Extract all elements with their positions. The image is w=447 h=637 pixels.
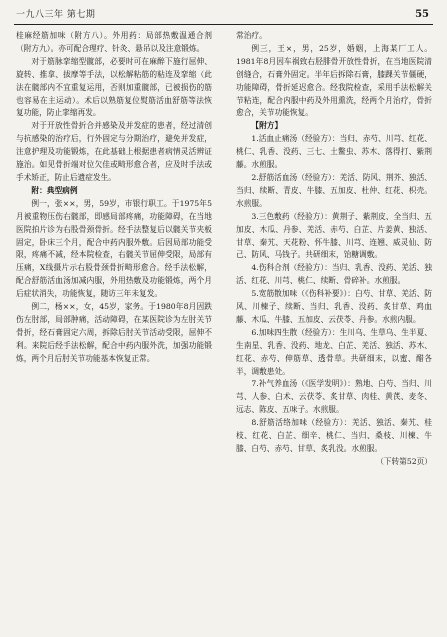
right-paragraph: 例三，王×，男，25岁，婚姻，上海某厂工人。1981年8月因车祸致右胫腓骨开放性骨折，在当地医院清创缝合，石膏外固定。半年后拆除石膏，膝踝关节僵硬，功能障碍，骨折延迟愈合。经我院检查，采用手法松解关节粘连，配合内服中药及外用熏洗，经两个月治疗，骨折愈合，关节功能恢复。: [236, 43, 432, 118]
right-paragraph: 常治疗。: [236, 31, 267, 40]
page-header: [14, 6, 433, 25]
right-paragraph: 2.舒筋活血汤（经验方）：羌活、防风、荆芥、独活、当归、续断、青皮、牛膝、五加皮、杜仲、红花、枳壳。水煎服。: [236, 172, 432, 208]
right-paragraph: 3.三色敷药（经验方）：黄荆子、紫荆皮、全当归、五加皮、木瓜、丹参、羌活、赤芍、白芷、片姜黄、独活、甘草、秦艽、天花粉、怀牛膝、川芎、连翘、威灵仙、防己、防风、马钱子。共研细末，饴糖调敷。: [236, 211, 432, 260]
right-paragraph: 1.活血止痛汤（经验方）：当归、赤芍、川芎、红花、桃仁、乳香、没药、三七、土鳖虫、苏木、落得打、紫荆藤。水煎服。: [236, 134, 432, 170]
left-paragraph: 附：典型病例: [31, 185, 78, 195]
right-paragraph: 4.伤科合剂（经验方）：当归、乳香、没药、羌活、独活、红花、川芎、桃仁、续断、骨碎补。水煎服。: [236, 263, 432, 286]
right-paragraph: 【附方】: [251, 121, 283, 131]
journal-issue: 一九八三年 第七期: [16, 10, 96, 20]
left-paragraph: 对于筋脉挛缩型髋部，必要时可在麻醉下施行屈伸、旋转、推拿、拔摩等手法，以松解粘筋的粘连及挛缩（此法在髋部内不宜重复运用，否则加重髋部，已被损伤的筋也容易在主运动）。术后以熟筋复位熨筋活血舒筋等法恢复功能，防止挛缩再发。: [16, 56, 212, 118]
right-paragraph: 6.加味四生散（经验方）：生川乌、生草乌、生半夏、生南星、乳香、没药、地龙、白芷、羌活、独活、苏木、红花、赤芍、伸筋草、透骨草。共研细末，以蜜、醋各半，调敷患处。: [236, 327, 432, 376]
left-paragraph: 对于开放性骨折合并感染及并发症的患者，经过清创与抗感染的治疗后，行外固定与分期治疗，避免并发症，注意护理及功能锻炼，在此基础上根据患者病情灵活辨证施治。如见骨折端对位欠佳或畸形愈合者，应及时手法或手术矫正，防止后遗症发生。: [16, 121, 212, 182]
right-column: [236, 30, 432, 628]
left-paragraph: 桂麻经筋加味（附方八）。外用药：局部热敷温通合剂（附方九）。亦可配合理疗、针灸、悬吊以及注意锻炼。: [16, 31, 212, 53]
right-paragraph: 8.舒筋活络加味（经验方）：羌活、独活、秦艽、桂枝、红花、白芷、细辛、桃仁、当归、桑枝、川楝、牛膝、白芍、赤芍、甘草、炙乳没。水煎服。: [236, 418, 432, 453]
right-paragraph: 7.补气养血汤（《医学发明》）：熟地、白芍、当归、川芎、人参、白术、云茯苓、炙甘草、肉桂、黄芪、麦冬、远志、陈皮、五味子。水煎服。: [236, 379, 432, 415]
left-paragraph: 例一，张××，男，59岁，市银行职工。于1975年5月被重物压伤右髋部，即感局部疼痛，功能障碍，在当地医院拍片诊为右股骨颈骨折。经手法整复后以髋关节夹板固定，卧床三个月，配合中药内服外敷。后因局部功能受限，疼痛不减，经本院检查，右髋关节屈伸受限，局部有压痛，X线摄片示右股骨颈骨折畸形愈合。经手法松解，配合舒筋活血汤加减内服，外用热敷及功能锻炼，两个月后症状消失，功能恢复，随访三年未复发。: [16, 198, 212, 299]
left-paragraph: 例二，杨××，女，45岁，家务。于1980年8月因跌伤左肘部，局部肿痛，活动障碍，在某医院诊为左肘关节骨折，经石膏固定六周，拆除后肘关节活动受限，屈伸不利。来院后经手法松解，配合中药内服外洗，加强功能锻炼，两个月后肘关节功能基本恢复正常。: [16, 302, 212, 363]
right-paragraph: 5.宽筋散加味（《伤科补要》）：白芍、甘草、羌活、防风、川楝子、续断、当归、乳香、没药、炙甘草、鸡血藤、木瓜、牛膝、五加皮、云茯苓、丹参。水煎内服。: [236, 289, 432, 324]
page-number: 55: [415, 9, 429, 20]
right-paragraph: （下转第52页）: [376, 456, 432, 466]
left-column: [16, 30, 212, 628]
